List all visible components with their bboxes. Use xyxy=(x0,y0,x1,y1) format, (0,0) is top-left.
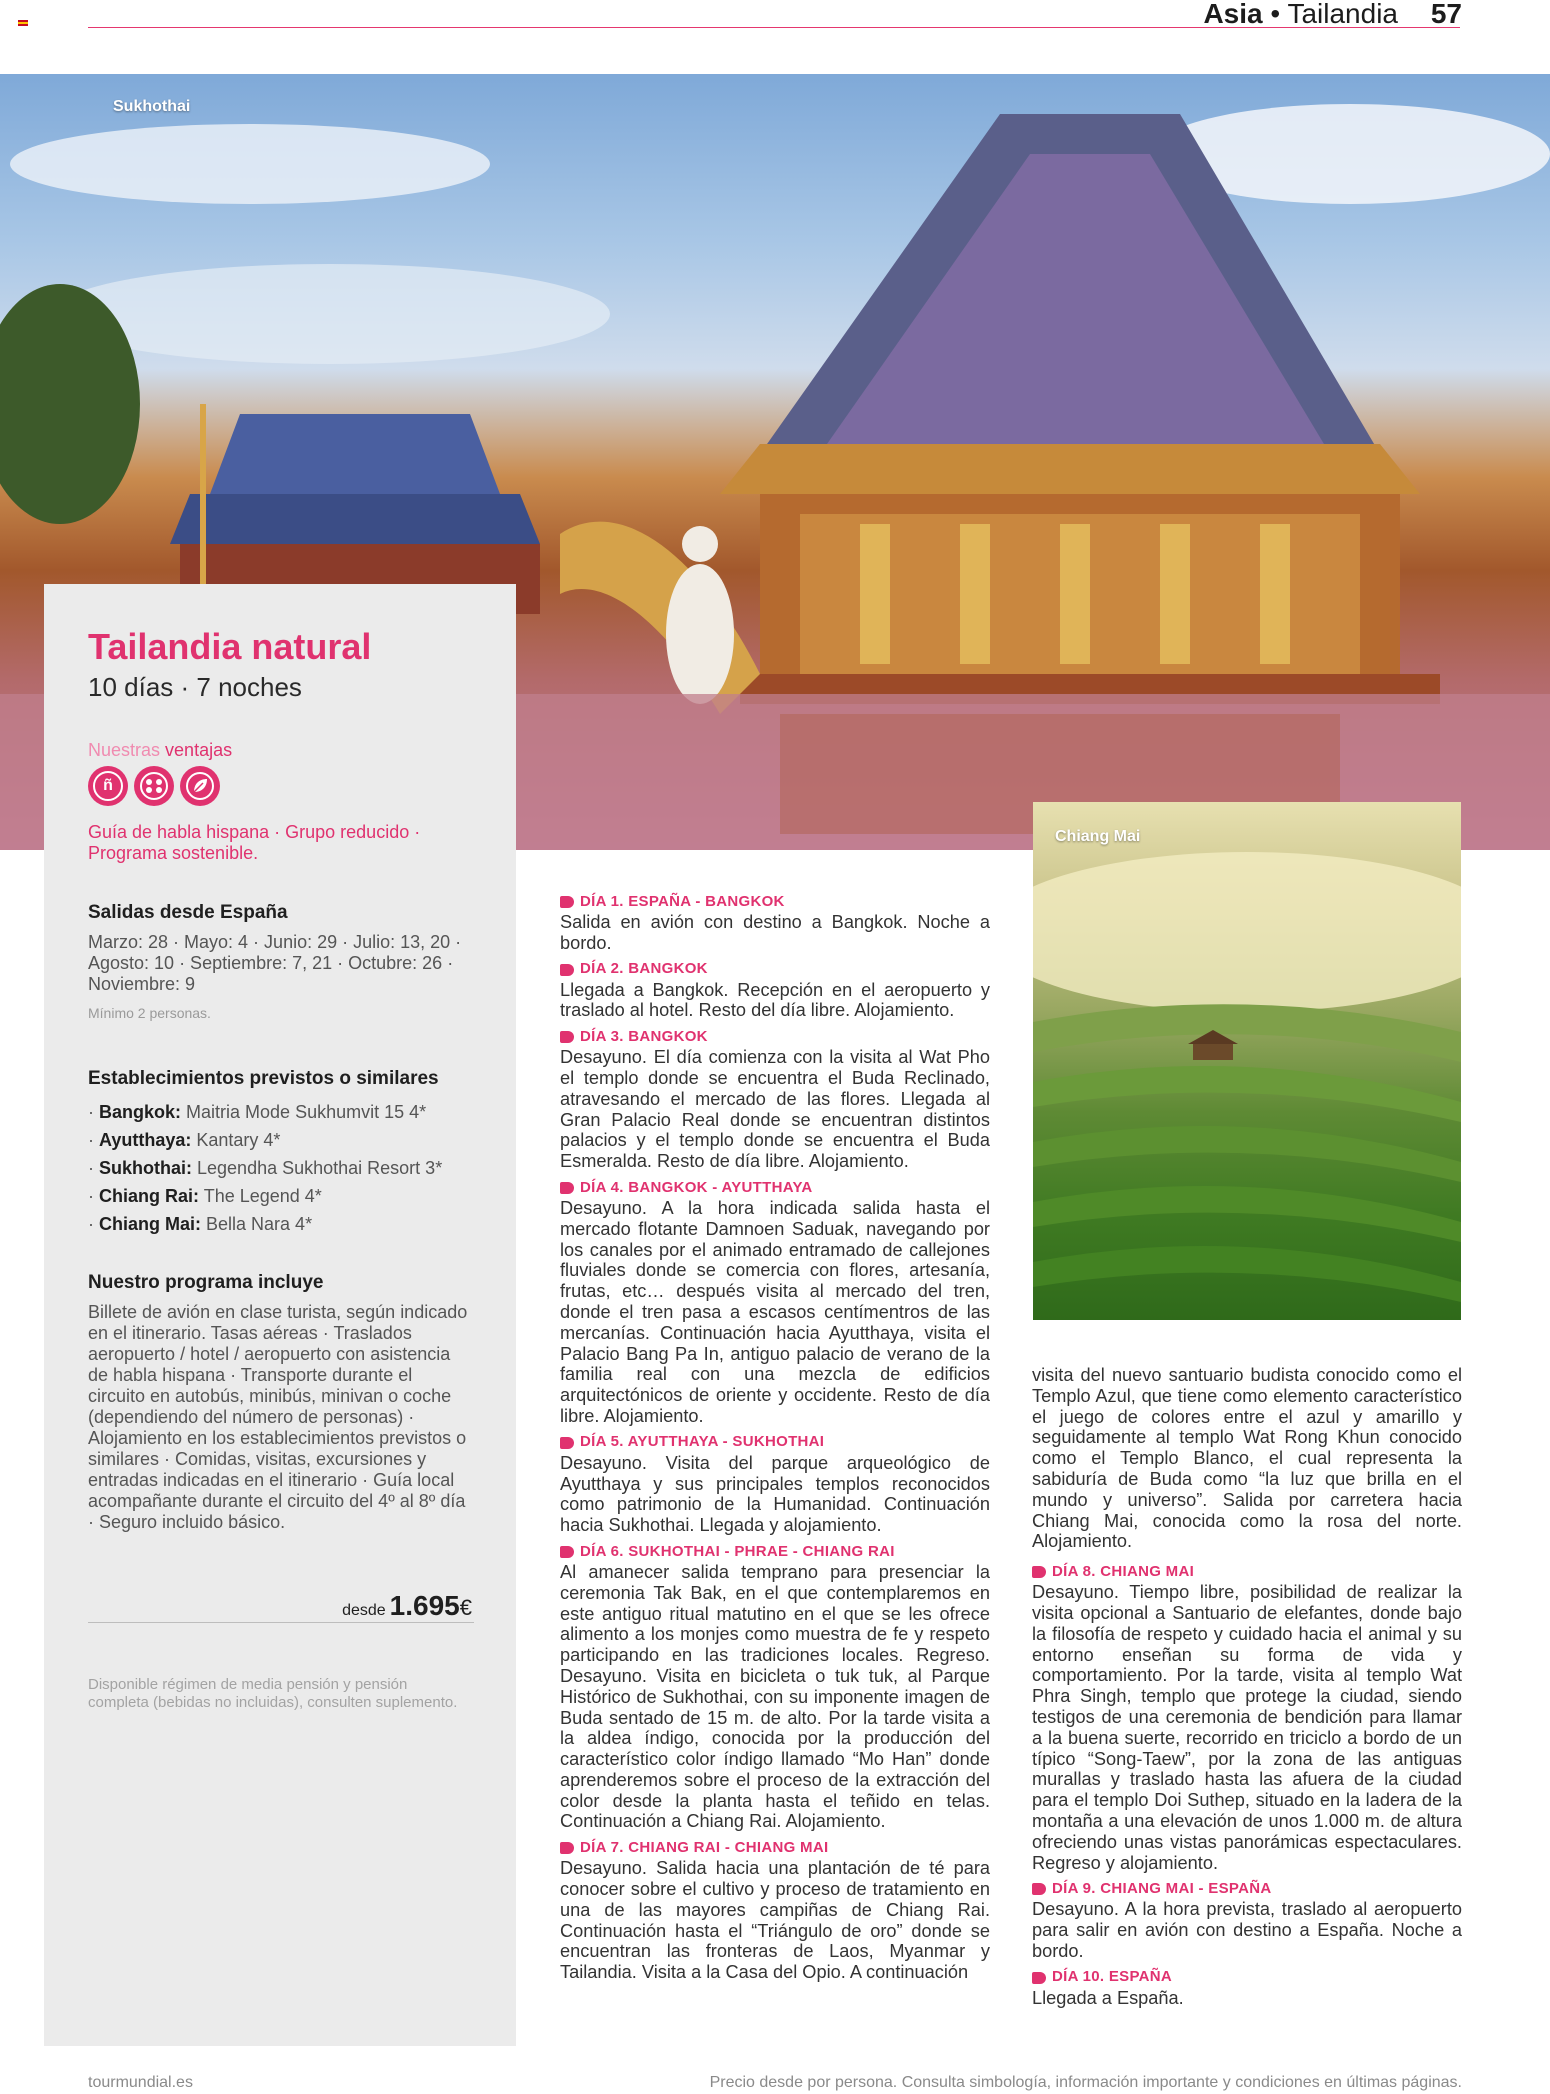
features-list: Guía de habla hispana · Grupo reducido · Programa sostenible. xyxy=(88,822,421,863)
day-heading xyxy=(560,1433,990,1453)
day-text: Desayuno. Visita del parque arqueológico de Ayutthaya y sus principales templos reconocidos como patrimonio de la Humanidad. Continuación hacia Sukhothai. Llegada y alojamiento. xyxy=(560,1452,990,1536)
day-heading xyxy=(1032,1562,1462,1582)
header-region: Asia xyxy=(1203,0,1263,29)
day-title: DÍA 6. SUKHOTHAI - PHRAE - CHIANG RAI xyxy=(580,1542,895,1560)
flag-icon xyxy=(18,20,28,26)
day-title: DÍA 1. ESPAÑA - BANGKOK xyxy=(580,892,785,910)
photo-chiang-mai xyxy=(1033,802,1461,1320)
hotel-item: · Ayutthaya: Kantary 4* xyxy=(88,1130,281,1150)
day-text: Llegada a España. xyxy=(1032,1987,1184,2008)
itinerary-day xyxy=(560,960,990,1022)
advantages-label-light: Nuestras xyxy=(88,740,161,760)
day-tag-icon xyxy=(560,1182,574,1194)
itinerary-column-1 xyxy=(560,892,990,1989)
itinerary-day xyxy=(560,1542,990,1832)
hotel-item: · Bangkok: Maitria Mode Sukhumvit 15 4* xyxy=(88,1102,427,1122)
day-title: DÍA 8. CHIANG MAI xyxy=(1052,1562,1195,1580)
day-title: DÍA 5. AYUTTHAYA - SUKHOTHAI xyxy=(580,1433,825,1451)
itinerary-day xyxy=(560,1027,990,1172)
hotel-city: Bangkok: xyxy=(99,1102,182,1122)
departures-dates: Marzo: 28 · Mayo: 4 · Junio: 29 · Julio: 13, 20 · Agosto: 10 · Septiembre: 7, 21 · Octubre: 26 · Noviembre: 9 xyxy=(88,932,462,994)
hotel-name: Legendha Sukhothai Resort 3* xyxy=(197,1158,443,1178)
leaf-glyph xyxy=(185,771,215,801)
day-heading xyxy=(560,1838,990,1858)
departures-heading: Salidas desde España xyxy=(88,902,288,923)
meal-plan-disclaimer: Disponible régimen de media pensión y pensión completa (bebidas no incluidas), consulten suplemento. xyxy=(88,1676,458,1711)
includes-heading: Nuestro programa incluye xyxy=(88,1272,324,1293)
hotel-city: Sukhothai: xyxy=(99,1158,192,1178)
day-tag-icon xyxy=(1032,1566,1046,1578)
guia-habla-hispana-icon xyxy=(88,766,128,806)
day-tag-icon xyxy=(560,1437,574,1449)
programa-sostenible-icon xyxy=(180,766,220,806)
trip-duration: 10 días · 7 noches xyxy=(88,672,302,702)
itinerary-day xyxy=(560,1433,990,1536)
advantages-icons xyxy=(88,766,220,806)
tea-plantation-illustration xyxy=(1033,802,1461,1320)
price xyxy=(342,1590,472,1622)
day-title: DÍA 7. CHIANG RAI - CHIANG MAI xyxy=(580,1838,829,1856)
hotel-city: Chiang Mai: xyxy=(99,1214,201,1234)
itinerary-day xyxy=(560,892,990,954)
itinerary-day xyxy=(560,1178,990,1427)
itinerary-day xyxy=(560,1838,990,1983)
advantages-label-strong: ventajas xyxy=(165,740,233,760)
price-from-label: desde xyxy=(342,1602,386,1619)
price-divider xyxy=(88,1622,474,1623)
day-text: Desayuno. Tiempo libre, posibilidad de realizar la visita opcional a Santuario de elefantes, donde bajo la filosofía de respeto y cuidado hacia el animal y su entorno enseñan su forma de vida y comportamiento. Por la tarde, visita al templo Wat Phra Singh, templo que protege la ciudad, siendo testigos de una ceremonia de bendición para llamar a la buena suerte, recorrido en triciclo a bordo de un típico “Song-Taew”, por la zona de las antiguas murallas y traslado hasta las afuera de la ciudad para el templo Doi Suthep, situado en la ladera de la montaña a una elevación de unos 1.000 m. de altura ofreciendo unas vistas panorámicas espectaculares. Regreso y alojamiento. xyxy=(1032,1582,1462,1873)
day7-continuation: visita del nuevo santuario budista conocido como el Templo Azul, que tiene como elemento característico el juego de colores entre el azul y amarillo y seguidamente al templo Wat Rong Khun conocido como el Templo Blanco, el cual representa la sabiduría de Buda como “la luz que brilla en el mundo y universo”. Salida por carretera hacia Chiang Mai, conocida como la rosa del norte. Alojamiento. xyxy=(1032,1365,1462,1552)
itinerary-day xyxy=(1032,1968,1462,2009)
day-text: Llegada a Bangkok. Recepción en el aeropuerto y traslado al hotel. Resto del día libre. Alojamiento. xyxy=(560,979,990,1021)
hotel-item: · Sukhothai: Legendha Sukhothai Resort 3* xyxy=(88,1158,443,1178)
day-title: DÍA 4. BANGKOK - AYUTTHAYA xyxy=(580,1178,813,1196)
day-title: DÍA 9. CHIANG MAI - ESPAÑA xyxy=(1052,1879,1272,1897)
day-tag-icon xyxy=(560,896,574,908)
day-text: Desayuno. El día comienza con la visita al Wat Pho el templo donde se encuentra el Buda Reclinado, atravesando el mercado de las flores. Llegada al Gran Palacio Real donde se encuentran distintos palacios y el templo donde se encuentra el Buda Esmeralda. Resto de día libre. Alojamiento. xyxy=(560,1047,990,1172)
footer-note: Precio desde por persona. Consulta simbología, información importante y condiciones en últimas páginas. xyxy=(709,2074,1462,2091)
hotel-item: · Chiang Mai: Bella Nara 4* xyxy=(88,1214,313,1234)
hotel-name: Kantary 4* xyxy=(196,1130,281,1150)
hotel-name: Maitria Mode Sukhumvit 15 4* xyxy=(186,1102,427,1122)
trip-title: Tailandia natural xyxy=(88,626,372,667)
photo-caption: Chiang Mai xyxy=(1055,828,1141,845)
hotels-list xyxy=(88,1098,508,1238)
hero-caption: Sukhothai xyxy=(113,98,191,115)
header-separator: • xyxy=(1270,0,1281,29)
itinerary-day xyxy=(1032,1562,1462,1873)
day-tag-icon xyxy=(560,1842,574,1854)
header-country: Tailandia xyxy=(1287,0,1398,29)
hotel-name: The Legend 4* xyxy=(203,1186,322,1206)
price-amount: 1.695 xyxy=(389,1590,460,1621)
day-heading xyxy=(560,1178,990,1198)
group-glyph xyxy=(139,771,169,801)
day-title: DÍA 10. ESPAÑA xyxy=(1052,1968,1173,1986)
includes-section xyxy=(88,1272,468,1533)
guia-habla-hispana-glyph: ñ xyxy=(93,771,123,801)
day-heading xyxy=(560,892,990,912)
day-tag-icon xyxy=(560,1546,574,1558)
itinerary-day xyxy=(1032,1879,1462,1961)
day-heading xyxy=(560,960,990,980)
day-text: Desayuno. Salida hacia una plantación de té para conocer sobre el cultivo y proceso de tratamiento en una de las mayores campiñas de Chiang Rai. Continuación hasta el “Triángulo de oro” donde se encuentran las fronteras de Laos, Myanmar y Tailandia. Visita a la Casa del Opio. A continuación xyxy=(560,1858,990,1983)
advantages-label xyxy=(88,740,232,761)
page-number: 57 xyxy=(1430,0,1462,29)
hotel-city: Ayutthaya: xyxy=(99,1130,192,1150)
day-title: DÍA 3. BANGKOK xyxy=(580,1027,708,1045)
day-tag-icon xyxy=(1032,1972,1046,1984)
departures-minimum: Mínimo 2 personas. xyxy=(88,1005,211,1021)
hotels-heading: Establecimientos previstos o similares xyxy=(88,1068,439,1089)
day-tag-icon xyxy=(1032,1883,1046,1895)
day-text: Desayuno. A la hora indicada salida hasta el mercado flotante Damnoen Saduak, navegando por los canales por el animado entramado de callejones fluviales donde se comercia con flores, artesanía, frutas, etc… después visita al mercado del tren, donde el tren pasa a escasos centímentros de las mercanías. Continuación hacia Ayutthaya, visita el Palacio Bang Pa In, antiguo palacio de verano de la familia real con una mezcla de edificios arquitectónicos de oriente y occidente. Resto de día libre. Alojamiento. xyxy=(560,1197,990,1426)
price-currency: € xyxy=(459,1595,472,1620)
day-heading xyxy=(560,1542,990,1562)
departures-section xyxy=(88,902,488,1021)
header-section-title xyxy=(1203,0,1398,28)
includes-text: Billete de avión en clase turista, según indicado en el itinerario. Tasas aéreas · Traslados aeropuerto / hotel / aeropuerto con asistencia de habla hispana · Transporte durante el circuito en autobús, minibús, minivan o coche (dependiendo del número de personas) · Alojamiento en los establecimientos previstos o similares · Comidas, visitas, excursiones y entradas indicadas en el itinerario · Guía local acompañante durante el circuito del 4º al 8º día · Seguro incluido básico. xyxy=(88,1302,468,1532)
day-tag-icon xyxy=(560,1031,574,1043)
grupo-reducido-icon xyxy=(134,766,174,806)
day-text: Desayuno. A la hora prevista, traslado al aeropuerto para salir en avión con destino a España. Noche a bordo. xyxy=(1032,1899,1462,1961)
day-heading xyxy=(1032,1879,1462,1899)
itinerary-column-2 xyxy=(1032,1365,1462,2015)
hotels-section xyxy=(88,1068,508,1090)
day-heading xyxy=(560,1027,990,1047)
hotel-city: Chiang Rai: xyxy=(99,1186,200,1206)
hotel-name: Bella Nara 4* xyxy=(206,1214,313,1234)
day-text: Al amanecer salida temprano para presenciar la ceremonia Tak Bak, en el que contemplaremos en este antiguo ritual matutino en el que se les ofrece alimento a los monjes como muestra de fe y respeto participando en las tradiciones locales. Regreso. Desayuno. Visita en bicicleta o tuk tuk, al Parque Histórico de Sukhothai, con su imponente imagen de Buda sentado de 15 m. de alto. Por la tarde visita a la aldea índigo, conocida por la producción del característico color índigo llamado “Mo Han” donde aprenderemos sobre el proceso de la extracción del color desde la planta hasta el teñido en telas. Continuación a Chiang Rai. Alojamiento. xyxy=(560,1561,990,1832)
footer-website: tourmundial.es xyxy=(88,2074,193,2091)
day-text: Salida en avión con destino a Bangkok. Noche a bordo. xyxy=(560,912,990,953)
day-heading xyxy=(1032,1968,1462,1988)
day-title: DÍA 2. BANGKOK xyxy=(580,960,708,978)
day-tag-icon xyxy=(560,964,574,976)
hotel-item: · Chiang Rai: The Legend 4* xyxy=(88,1186,322,1206)
